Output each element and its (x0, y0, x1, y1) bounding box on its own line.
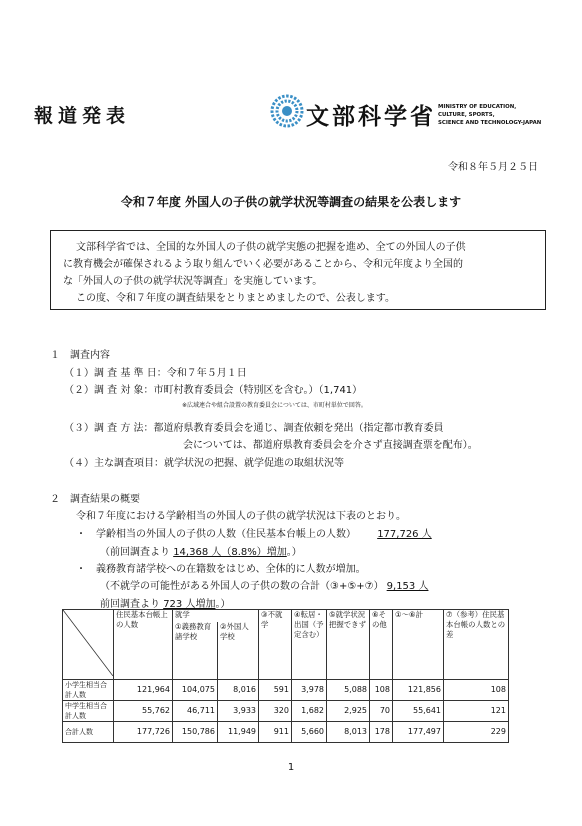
unenrolled-change-prefix: 前回調査より (100, 599, 164, 610)
change-value: 14,368 人（8.8%）増加 (173, 547, 287, 558)
cell-diff: 108 (444, 680, 509, 701)
section1-heading: １ 調査内容 (50, 350, 110, 361)
cell-compulsory: 150,786 (173, 722, 218, 743)
cell-moved: 3,978 (292, 680, 327, 701)
survey-target: （２）調 査 対 象：市町村教育委員会（特別区を含む。）（1,741） (64, 385, 363, 396)
cell-compulsory: 104,075 (173, 680, 218, 701)
logo-english: MINISTRY OF EDUCATION, CULTURE, SPORTS, SCIENCE AND TECHNOLOGY-JAPAN (438, 104, 542, 126)
summary-line: な「外国人の子供の就学状況等調査」を実施しています。 (63, 276, 323, 287)
unenrolled-change-value: 723 人増加 (163, 599, 216, 610)
change-prefix: （前回調査より (100, 547, 174, 558)
row-label: 小学生相当合計人数 (63, 680, 114, 701)
bullet-unenrolled (100, 577, 428, 592)
press-release-label: 報道発表 (34, 105, 131, 127)
bullet-total-change (100, 543, 302, 558)
header-total: ①～⑥計 (393, 610, 444, 680)
survey-items: （４）主な調査項目：就学状況の把握、就学促進の取組状況等 (64, 458, 344, 469)
cell-foreign: 3,933 (218, 701, 259, 722)
cell-other: 108 (370, 680, 393, 701)
unenrolled-value: 9,153 人 (386, 581, 429, 592)
cell-other: 178 (370, 722, 393, 743)
page-number: 1 (287, 762, 295, 773)
header-unknown: ⑤就学状況把握できず (327, 610, 370, 680)
cell-foreign: 8,016 (218, 680, 259, 701)
row-label: 合計人数 (63, 722, 114, 743)
cell-resident: 55,762 (114, 701, 173, 722)
row-label: 中学生相当合計人数 (63, 701, 114, 722)
summary-line: この度、令和７年度の調査結果をとりまとめましたので、公表します。 (76, 293, 395, 304)
table-row (63, 680, 509, 701)
release-date: 令和８年５月２５日 (448, 162, 538, 173)
diagonal-line (63, 610, 113, 676)
table-row (63, 722, 509, 743)
cell-compulsory: 46,711 (173, 701, 218, 722)
cell-not-enrolled: 320 (259, 701, 292, 722)
header-not-enrolled: ③不就学 (259, 610, 292, 680)
section2-heading: ２ 調査結果の概要 (50, 494, 140, 505)
header-compulsory: ①義務教育諸学校 (173, 622, 218, 680)
mext-logo-icon (270, 94, 304, 128)
cell-diff: 121 (444, 701, 509, 722)
cell-resident: 177,726 (114, 722, 173, 743)
cell-resident: 121,964 (114, 680, 173, 701)
unenrolled-label: （不就学の可能性がある外国人の子供の数の合計（③+⑤+⑦） (100, 581, 384, 592)
table-row (63, 701, 509, 722)
survey-note: ※広域連合や組合設置の教育委員会については、市町村単位で回答。 (182, 402, 367, 409)
total-children-value: 177,726 人 (377, 529, 432, 540)
cell-unknown: 8,013 (327, 722, 370, 743)
unenrolled-change-suffix: 。） (215, 599, 231, 610)
header-moved: ④転居・出国（予定含む） (292, 610, 327, 680)
cell-other: 70 (370, 701, 393, 722)
results-table (62, 609, 509, 743)
header-foreign: ②外国人学校 (218, 622, 259, 680)
bullet-total (76, 525, 432, 540)
header-diff: ⑦（参考）住民基本台帳の人数との差 (444, 610, 509, 680)
survey-method: （３）調 査 方 法：都道府県教育委員会を通じ、調査依頼を発出（指定都市教育委員 (64, 423, 444, 434)
header-resident: 住民基本台帳上の人数 (114, 610, 173, 680)
diagonal-header-cell (63, 610, 114, 680)
change-suffix: 。） (286, 547, 302, 558)
cell-foreign: 11,949 (218, 722, 259, 743)
cell-unknown: 2,925 (327, 701, 370, 722)
cell-total: 177,497 (393, 722, 444, 743)
header-other: ⑥その他 (370, 610, 393, 680)
bullet-increase: ・ 義務教育諸学校への在籍数をはじめ、全体的に人数が増加。 (76, 564, 366, 575)
survey-method-cont: 会については、都道府県教育委員会を介さず直接調査票を配布）。 (183, 440, 478, 451)
cell-moved: 1,682 (292, 701, 327, 722)
page-title: 令和７年度 外国人の子供の就学状況等調査の結果を公表します (120, 195, 462, 209)
section2-intro: 令和７年度における学齢相当の外国人の子供の就学状況は下表のとおり。 (76, 511, 406, 522)
cell-moved: 5,660 (292, 722, 327, 743)
cell-total: 55,641 (393, 701, 444, 722)
bullet-total-label: ・ 学齢相当の外国人の子供の人数（住民基本台帳上の人数） (76, 529, 356, 540)
summary-line: に教育機会が確保されるよう取り組んでいく必要があることから、令和元年度より全国的 (63, 259, 463, 270)
cell-total: 121,856 (393, 680, 444, 701)
logo-text: 文部科学省 (306, 104, 436, 130)
bullet-unenrolled-change (100, 595, 230, 610)
cell-not-enrolled: 591 (259, 680, 292, 701)
cell-unknown: 5,088 (327, 680, 370, 701)
cell-diff: 229 (444, 722, 509, 743)
survey-date: （１）調 査 基 準 日：令和７年５月１日 (64, 368, 247, 379)
header-enrolled: 就学 (173, 610, 259, 622)
cell-not-enrolled: 911 (259, 722, 292, 743)
summary-line: 文部科学省では、全国的な外国人の子供の就学実態の把握を進め、全ての外国人の子供 (76, 242, 466, 253)
